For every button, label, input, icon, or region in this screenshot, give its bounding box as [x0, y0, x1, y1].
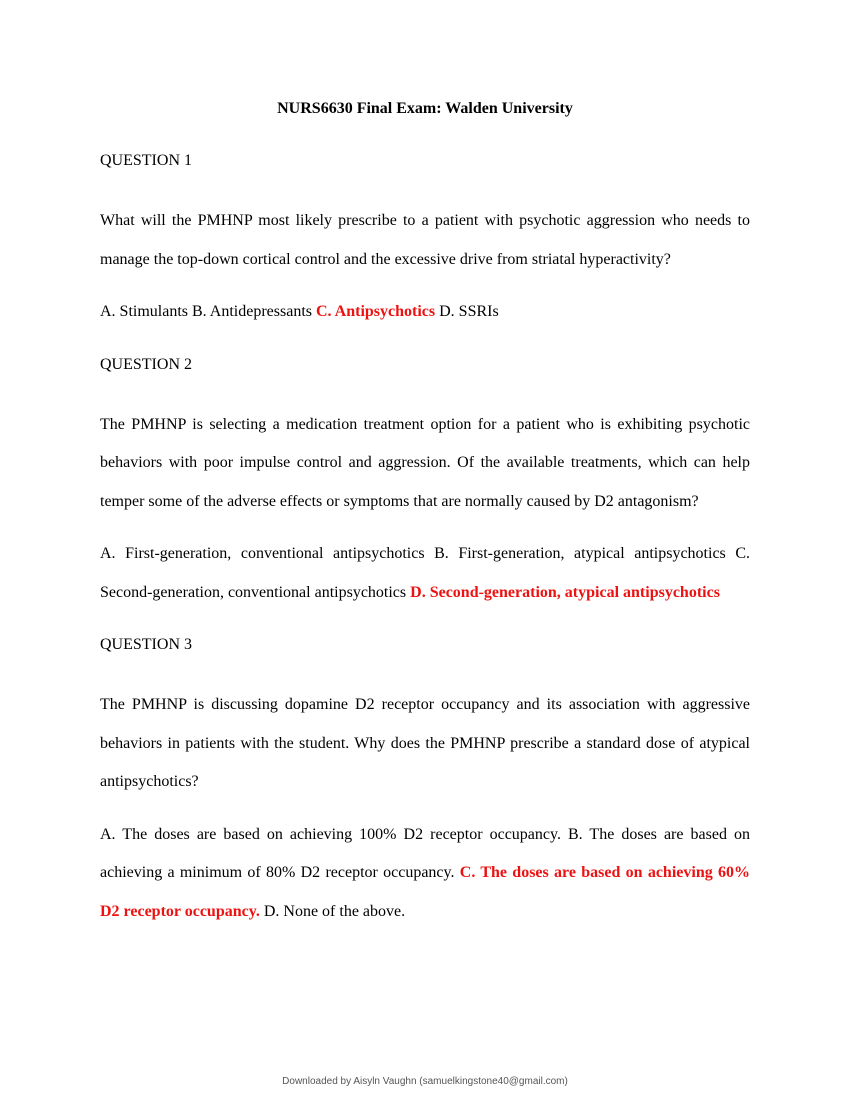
question-label: QUESTION 1: [100, 152, 192, 169]
question-text: The PMHNP is discussing dopamine D2 receptor occupancy and its association with aggressive behaviors in patients with the student. Why does the PMHNP prescribe a standard dose of atypical antipsychotics?: [100, 696, 750, 790]
document-page: [100, 98, 750, 953]
question-text: The PMHNP is selecting a medication treatment option for a patient who is exhibiting psychotic behaviors with poor impulse control and aggression. Of the available treatments, which can help temper some of the adverse effects or symptoms that are normally caused by D2 antagonism?: [100, 415, 750, 510]
options-text: A. First-generation, conventional antipsychotics B. First-generation, atypical antipsychotics C. Second-generation, conventional antipsychotics: [100, 545, 750, 601]
correct-answer: D. Second-generation, atypical antipsychotics: [410, 583, 720, 601]
options-text: A. The doses are based on achieving 100% D2 receptor occupancy. B. The doses are based on achieving a minimum of 80% D2 receptor occupancy.: [100, 825, 750, 881]
options-text: D. SSRIs: [435, 303, 499, 320]
question-3: [100, 634, 750, 931]
document-title: NURS6630 Final Exam: Walden University: [277, 100, 573, 117]
options-text: D. None of the above.: [259, 902, 406, 920]
correct-answer: C. The doses are based on achieving 60% D2 receptor occupancy.: [100, 864, 751, 920]
question-label: QUESTION 3: [100, 636, 192, 653]
download-footer: Downloaded by Aisyln Vaughn (samuelkingstone40@gmail.com): [282, 1076, 568, 1087]
question-text: What will the PMHNP most likely prescribe to a patient with psychotic aggression who needs to manage the top-down cortical control and the excessive drive from striatal hyperactivity?: [100, 212, 750, 268]
question-1: [100, 150, 750, 332]
options-text: A. Stimulants B. Antidepressants: [100, 303, 316, 320]
answer-options: [100, 293, 750, 332]
correct-answer: C. Antipsychotics: [316, 303, 436, 320]
question-label: QUESTION 2: [100, 355, 192, 373]
answer-options: [100, 535, 750, 612]
question-2: [100, 354, 750, 613]
answer-options: [100, 816, 750, 932]
